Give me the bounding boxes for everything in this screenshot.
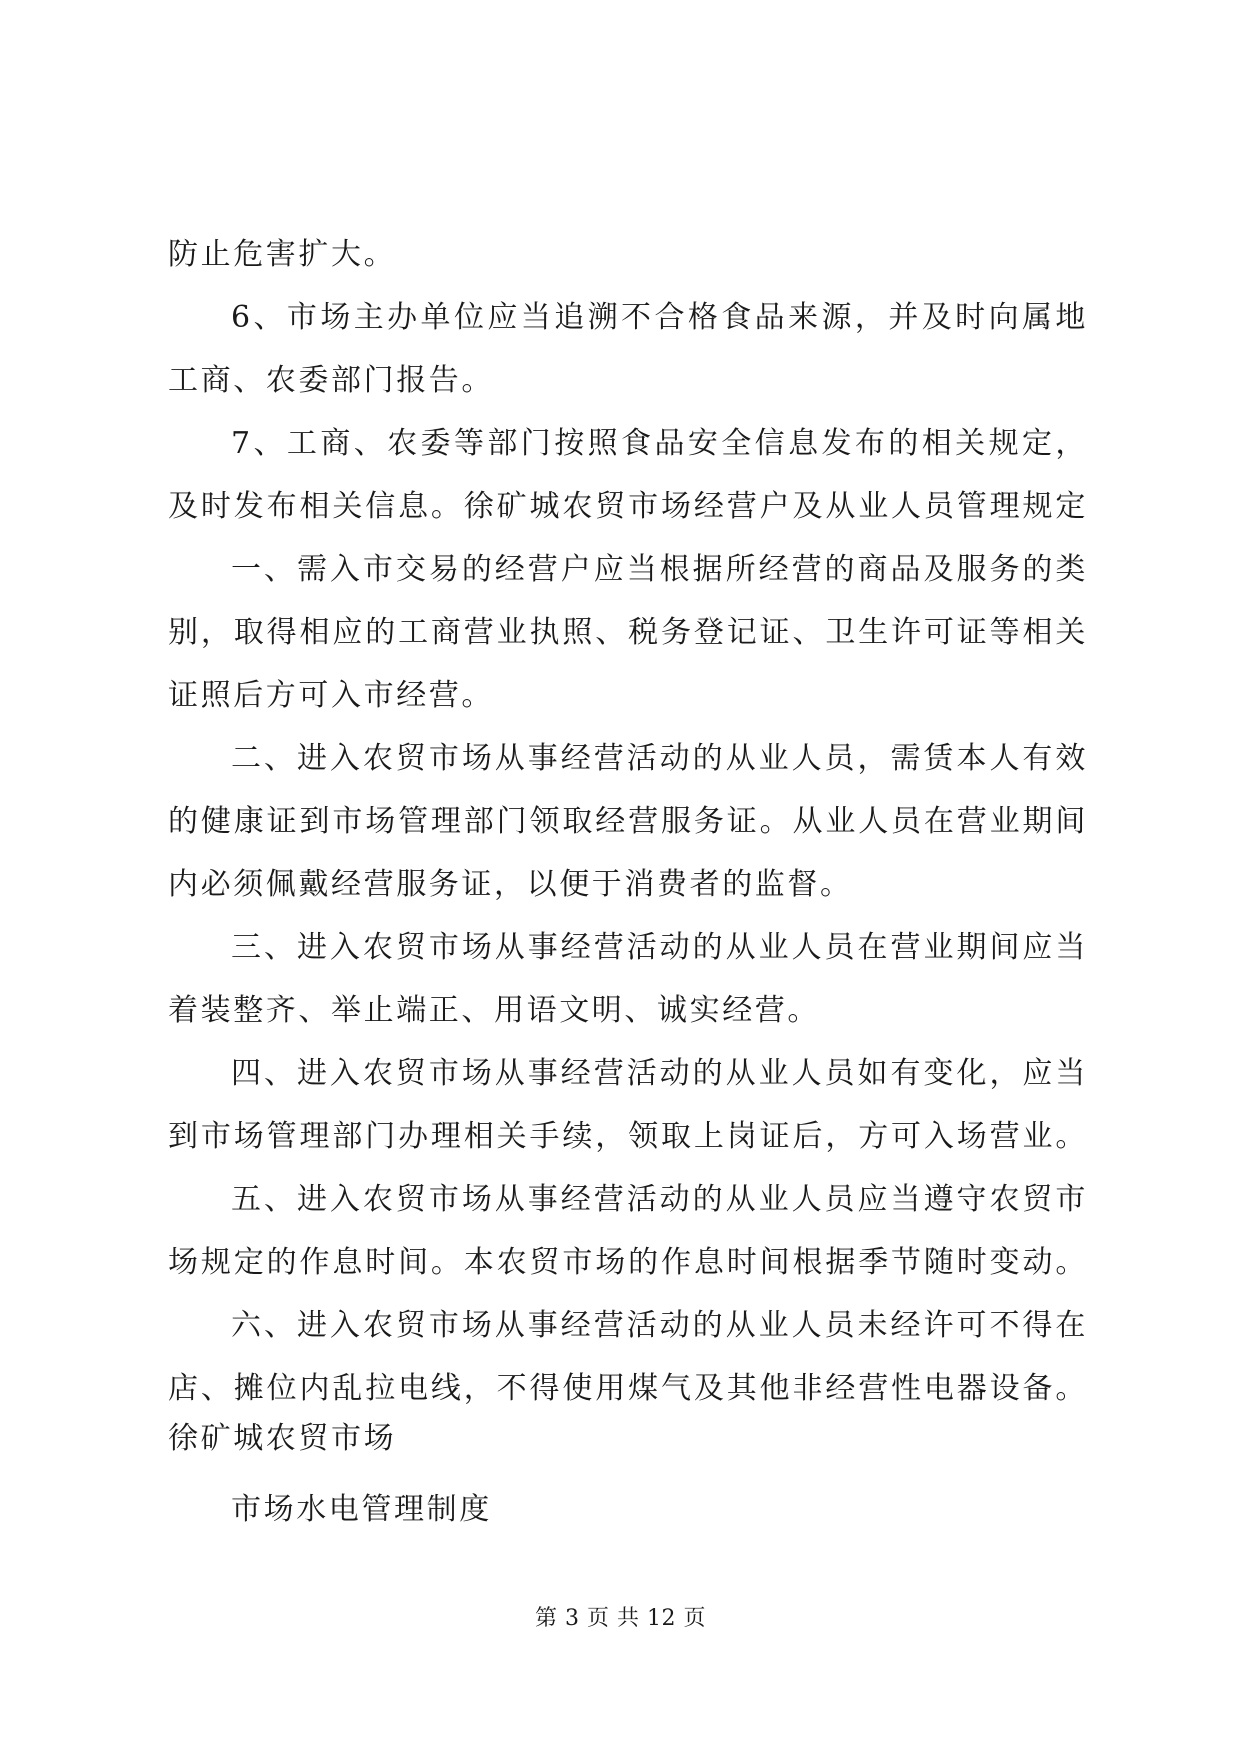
text-line: 及时发布相关信息。徐矿城农贸市场经营户及从业人员管理规定 — [168, 489, 1088, 524]
text-line: 店、摊位内乱拉电线，不得使用煤气及其他非经营性电器设备。 — [168, 1371, 1088, 1406]
text-line: 的健康证到市场管理部门领取经营服务证。从业人员在营业期间 — [168, 804, 1088, 839]
text-line: 别，取得相应的工商营业执照、税务登记证、卫生许可证等相关 — [168, 615, 1088, 650]
text-line: 工商、农委部门报告。 — [168, 363, 494, 398]
text-line: 到市场管理部门办理相关手续，领取上岗证后，方可入场营业。 — [168, 1119, 1088, 1154]
section-heading: 市场水电管理制度 — [231, 1492, 492, 1527]
text-line: 五、进入农贸市场从事经营活动的从业人员应当遵守农贸市 — [231, 1182, 1088, 1217]
text-line: 着装整齐、举止端正、用语文明、诚实经营。 — [168, 993, 820, 1028]
text-line: 六、进入农贸市场从事经营活动的从业人员未经许可不得在 — [231, 1308, 1088, 1343]
text-line: 证照后方可入市经营。 — [168, 678, 494, 713]
text-line: 防止危害扩大。 — [168, 237, 397, 272]
text-line: 四、进入农贸市场从事经营活动的从业人员如有变化，应当 — [231, 1056, 1088, 1091]
text-line: 三、进入农贸市场从事经营活动的从业人员在营业期间应当 — [231, 930, 1088, 965]
text-line: 6、市场主办单位应当追溯不合格食品来源，并及时向属地 — [231, 300, 1088, 335]
text-line: 一、需入市交易的经营户应当根据所经营的商品及服务的类 — [231, 552, 1088, 587]
page-number-footer: 第 3 页 共 12 页 — [535, 1606, 706, 1631]
text-line: 二、进入农贸市场从事经营活动的从业人员，需赁本人有效 — [231, 741, 1088, 776]
text-line: 内必须佩戴经营服务证，以便于消费者的监督。 — [168, 867, 853, 902]
text-line: 7、工商、农委等部门按照食品安全信息发布的相关规定， — [231, 426, 1088, 461]
text-line: 徐矿城农贸市场 — [168, 1421, 397, 1456]
text-line: 场规定的作息时间。本农贸市场的作息时间根据季节随时变动。 — [168, 1245, 1088, 1280]
